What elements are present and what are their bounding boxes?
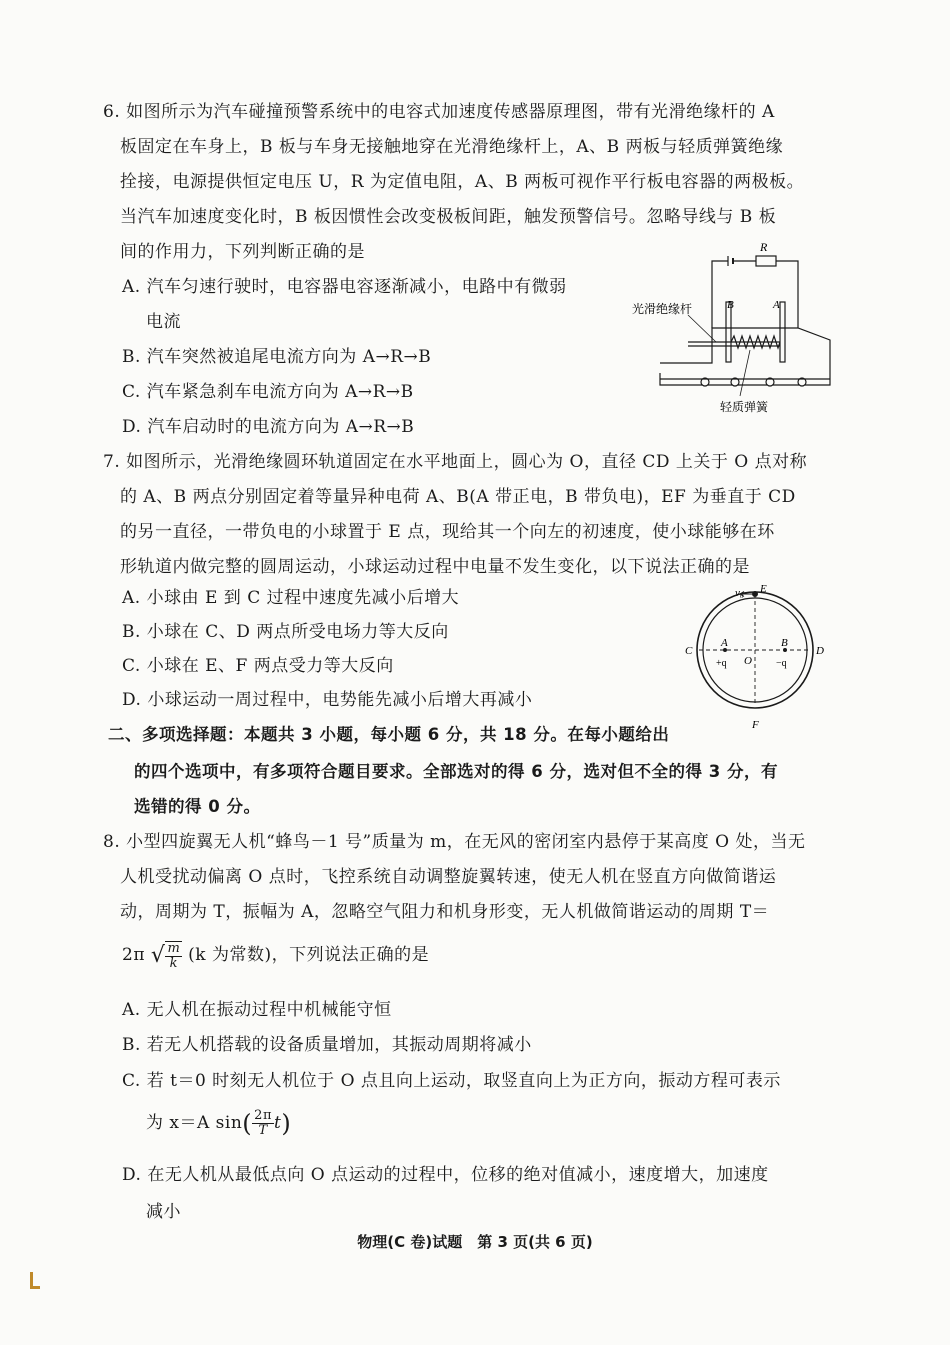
q7-stem-line-4: 形轨道内做完整的圆周运动，小球运动过程中电量不发生变化，以下说法正确的是	[120, 557, 750, 577]
q8-formula-suffix: (k 为常数)，下列说法正确的是	[188, 945, 430, 965]
q8-option-c-fraction	[252, 1109, 274, 1138]
v0-label: v₀	[735, 587, 744, 599]
q6-option-a: A. 汽车匀速行驶时，电容器电容逐渐减小，电路中有微弱	[122, 277, 567, 297]
q6-stem-line-4: 当汽车加速度变化时，B 板因惯性会改变极板间距，触发预警信号。忽略导线与 B 板	[120, 207, 777, 227]
plus-q-label: +q	[716, 658, 727, 669]
q7-option-b: B. 小球在 C、D 两点所受电场力等大反向	[122, 622, 449, 642]
q8-stem-line-1: 8. 小型四旋翼无人机“蜂鸟－1 号”质量为 m，在无风的密闭室内悬停于某高度 O 处，当无	[103, 832, 806, 852]
q8-option-d: D. 在无人机从最低点向 O 点运动的过程中，位移的绝对值减小，速度增大，加速度	[122, 1165, 769, 1185]
section2-line-1: 二、多项选择题：本题共 3 小题，每小题 6 分，共 18 分。在每小题给出	[108, 725, 670, 744]
q8-formula-den: k	[169, 955, 179, 971]
e-label: E	[760, 583, 767, 595]
plate-a-label: A	[773, 299, 780, 311]
q7-stem-line-1: 7. 如图所示，光滑绝缘圆环轨道固定在水平地面上，圆心为 O，直径 CD 上关于 O 点对称	[103, 452, 808, 472]
q8-stem-line-3: 动，周期为 T，振幅为 A，忽略空气阻力和机身形变，无人机做简谐运动的周期 T＝	[120, 902, 770, 922]
q8-option-c-prefix: 为 x＝A sin	[146, 1113, 243, 1133]
b-label: B	[781, 637, 788, 649]
q8-option-c-den: T	[258, 1123, 268, 1138]
q7-option-d: D. 小球运动一周过程中，电势能先减小后增大再减小	[122, 690, 533, 710]
corner-mark	[30, 1272, 40, 1289]
plate-b-label: B	[727, 299, 734, 311]
q8-formula-line	[122, 940, 429, 971]
q8-formula-num: m	[167, 940, 181, 956]
section2-line-2: 的四个选项中，有多项符合题目要求。全部选对的得 6 分，选对但不全的得 3 分，有	[134, 762, 778, 781]
a-label: A	[721, 637, 728, 649]
q8-formula-fraction	[165, 941, 182, 971]
q6-option-a-cont: 电流	[146, 312, 181, 332]
q7-stem-line-2: 的 A、B 两点分别固定着等量异种电荷 A、B(A 带正电，B 带负电)，EF 为垂直于 CD	[120, 487, 796, 507]
q6-stem-line-5: 间的作用力，下列判断正确的是	[120, 242, 365, 262]
rod-label: 光滑绝缘杆	[632, 302, 693, 316]
q7-option-a: A. 小球由 E 到 C 过程中速度先减小后增大	[122, 588, 460, 608]
c-label: C	[685, 645, 693, 657]
q7-option-c: C. 小球在 E、F 两点受力等大反向	[122, 656, 394, 676]
sqrt-icon: √	[150, 943, 166, 968]
q6-stem-line-3: 拴接，电源提供恒定电压 U，R 为定值电阻，A、B 两板可视作平行板电容器的两极板。	[120, 172, 805, 192]
q7-figure	[680, 582, 830, 732]
q8-option-c-formula: 为 x＝A sin( $\frac{2\pi}{T}$ t)	[146, 1108, 292, 1138]
minus-q-label: −q	[776, 658, 787, 669]
q7-stem-line-3: 的另一直径，一带负电的小球置于 E 点，现给其一个向左的初速度，使小球能够在环	[120, 522, 775, 542]
q6-option-d: D. 汽车启动时的电流方向为 A→R→B	[122, 417, 415, 437]
q8-option-c-num: 2π	[254, 1108, 272, 1123]
plate-a	[780, 302, 785, 362]
q8-formula-prefix: 2π	[122, 945, 145, 965]
q8-stem-line-2: 人机受扰动偏离 O 点时，飞控系统自动调整旋翼转速，使无人机在竖直方向做简谐运	[120, 867, 777, 887]
spring-label: 轻质弹簧	[720, 400, 769, 414]
page-footer: 物理(C 卷)试题 第 3 页(共 6 页)	[357, 1233, 593, 1251]
q8-option-b: B. 若无人机搭载的设备质量增加，其振动周期将减小	[122, 1035, 532, 1055]
q8-option-c-var: t	[274, 1113, 282, 1133]
d-label: D	[816, 645, 824, 657]
resistor-label: R	[760, 240, 768, 254]
q8-option-a: A. 无人机在振动过程中机械能守恒	[122, 1000, 392, 1020]
q6-option-b: B. 汽车突然被追尾电流方向为 A→R→B	[122, 347, 432, 367]
q6-figure	[630, 238, 840, 418]
q6-stem-line-2: 板固定在车身上，B 板与车身无接触地穿在光滑绝缘杆上，A、B 两板与轻质弹簧绝缘	[120, 137, 784, 157]
q6-option-c: C. 汽车紧急刹车电流方向为 A→R→B	[122, 382, 414, 402]
q8-option-c: C. 若 t＝0 时刻无人机位于 O 点且向上运动，取竖直向上为正方向，振动方程可表示	[122, 1071, 781, 1091]
f-label: F	[752, 719, 759, 731]
plate-b	[726, 302, 731, 362]
o-label: O	[744, 655, 752, 667]
q8-option-d-cont: 减小	[146, 1202, 181, 1222]
section2-line-3: 选错的得 0 分。	[134, 797, 261, 816]
q6-stem-line-1: 6. 如图所示为汽车碰撞预警系统中的电容式加速度传感器原理图，带有光滑绝缘杆的 A	[103, 102, 775, 122]
